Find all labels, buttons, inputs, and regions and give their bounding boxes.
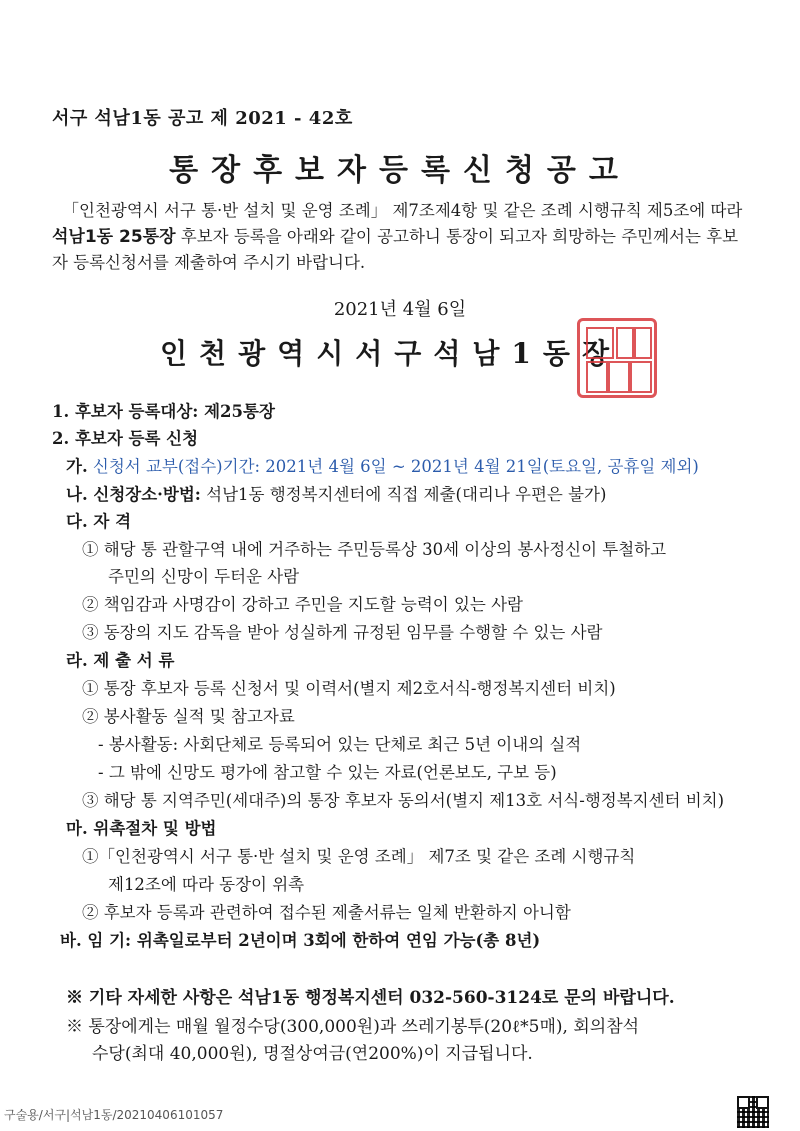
section-line: ① 통장 후보자 등록 신청서 및 이력서(별지 제2호서식-행정복지센터 비치) <box>82 679 616 698</box>
issuer-name: 인천광역시서구석남1동장 <box>160 337 622 370</box>
document-trace-footer: 구술용/서구|석남1동/20210406101057 <box>4 1108 224 1122</box>
section-line: 라. 제 출 서 류 <box>66 651 175 670</box>
intro-text-2: 후보자 등록을 아래와 같이 공고하니 통장이 되고자 희망하는 주민께서는 후보자 등록신청서를 제출하여 주시기 바랍니다. <box>52 227 739 272</box>
note-line: 수당(최대 40,000원), 명절상여금(연200%)이 지급됩니다. <box>92 1044 533 1064</box>
note-line: ※ 기타 자세한 사항은 석남1동 행정복지센터 032-560-3124로 문의 바랍니다. <box>66 988 675 1008</box>
qr-code-icon <box>737 1096 769 1128</box>
notice-number: 서구 석남1동 공고 제 2021 - 42호 <box>52 108 353 129</box>
notice-date: 2021년 4월 6일 <box>333 299 467 320</box>
document-title: 통장후보자등록신청공고 <box>169 153 631 188</box>
intro-bold-target: 석남1동 25통장 <box>52 227 176 247</box>
section-line: ③ 동장의 지도 감독을 받아 성실하게 규정된 임무를 수행할 수 있는 사람 <box>82 623 603 642</box>
section-line: ③ 해당 통 지역주민(세대주)의 통장 후보자 동의서(별지 제13호 서식-행정복지센터 비치) <box>82 791 725 810</box>
section-line: ② 후보자 등록과 관련하여 접수된 제출서류는 일체 반환하지 아니함 <box>82 903 571 922</box>
section-line: 나. 신청장소·방법: 석남1동 행정복지센터에 직접 제출(대리나 우편은 불가) <box>66 485 607 504</box>
section-line: 바. 임 기: 위촉일로부터 2년이며 3회에 한하여 연임 가능(총 8년) <box>60 931 541 950</box>
intro-text-1: 「인천광역시 서구 통·반 설치 및 운영 조례」 제7조제4항 및 같은 조례 시행규칙 제5조에 따라 <box>62 201 743 220</box>
section-line: ①「인천광역시 서구 통·반 설치 및 운영 조례」 제7조 및 같은 조례 시행규칙 <box>82 847 636 866</box>
section-line: ② 책임감과 사명감이 강하고 주민을 지도할 능력이 있는 사람 <box>82 595 523 614</box>
intro-paragraph <box>52 198 752 276</box>
section-line: 가. 신청서 교부(접수)기간: 2021년 4월 6일 ~ 2021년 4월 21일(토요일, 공휴일 제외) <box>66 457 699 476</box>
section-line: ① 해당 통 관할구역 내에 거주하는 주민등록상 30세 이상의 봉사정신이 투철하고 <box>82 540 667 559</box>
section-line: 제12조에 따라 동장이 위촉 <box>108 875 305 894</box>
official-seal-icon <box>577 318 657 398</box>
section-line: - 그 밖에 신망도 평가에 참고할 수 있는 자료(언론보도, 구보 등) <box>98 763 557 782</box>
section-line: - 봉사활동: 사회단체로 등록되어 있는 단체로 최근 5년 이내의 실적 <box>98 735 582 754</box>
section-line: ② 봉사활동 실적 및 참고자료 <box>82 707 295 726</box>
section-line: 2. 후보자 등록 신청 <box>52 429 199 448</box>
section-line: 마. 위촉절차 및 방법 <box>66 819 217 838</box>
section-line: 다. 자 격 <box>66 512 132 531</box>
section-line: 1. 후보자 등록대상: 제25통장 <box>52 402 275 421</box>
section-line: 주민의 신망이 두터운 사람 <box>108 567 300 586</box>
note-line: ※ 통장에게는 매월 월정수당(300,000원)과 쓰레기봉투(20ℓ*5매), 회의참석 <box>66 1017 640 1037</box>
